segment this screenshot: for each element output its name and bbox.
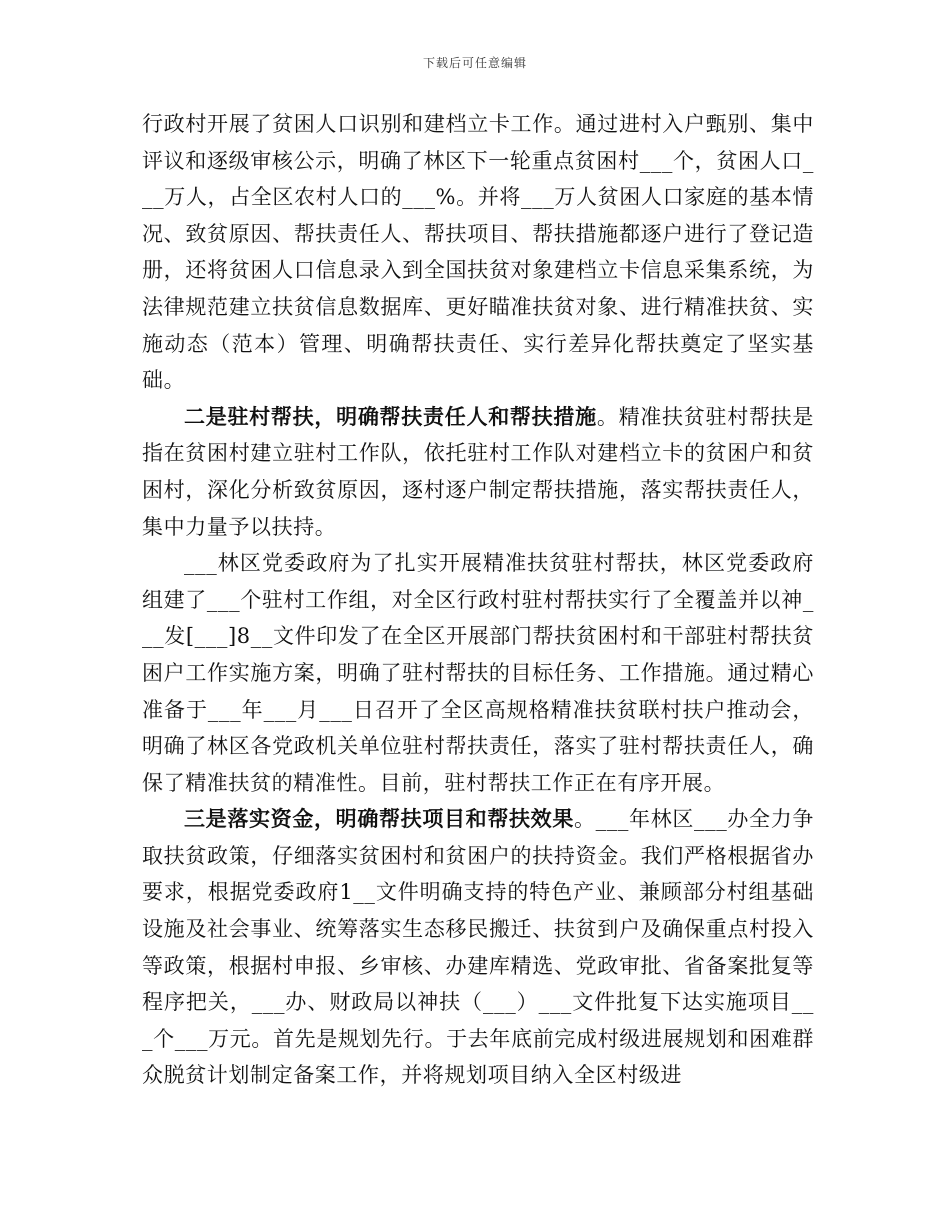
paragraph-1 [142,106,814,399]
paragraph-4-text: 。___年林区___办全力争取扶贫政策，仔细落实贫困村和贫困户的扶持资金。我们严格根据省办要求，根据党委政府1__文件明确支持的特色产业、兼顾部分村组基础设施及社会事业、统筹落实生态移民搬迁、扶贫到户及确保重点村投入等政策，根据村申报、乡审核、办建库精选、党政审批、省备案批复等程序把关，___办、财政局以神扶（___）___文件批复下达实施项目___个___万元。首先是规划先行。于去年底前完成村级进展规划和困难群众脱贫计划制定备案工作，并将规划项目纳入全区村级进 [142,807,814,1088]
paragraph-2-heading: 二是驻村帮扶，明确帮扶责任人和帮扶措施 [184,403,597,429]
paragraph-2-text: 。精准扶贫驻村帮扶是指在贫困村建立驻村工作队，依托驻村工作队对建档立卡的贫困户和贫困村，深化分析致贫原因，逐村逐户制定帮扶措施，落实帮扶责任人，集中力量予以扶持。 [142,404,814,539]
document-body [142,106,814,1094]
paragraph-2 [142,399,814,545]
paragraph-3-text: ___林区党委政府为了扎实开展精准扶贫驻村帮扶，林区党委政府组建了___个驻村工作组，对全区行政村驻村帮扶实行了全覆盖并以神___发[___]8__文件印发了在全区开展部门帮扶贫困村和干部驻村帮扶贫困户工作实施方案，明确了驻村帮扶的目标任务、工作措施。通过精心准备于___年___月___日召开了全区高规格精准扶贫联村扶户推动会，明确了林区各党政机关单位驻村帮扶责任，落实了驻村帮扶责任人，确保了精准扶贫的精准性。目前，驻村帮扶工作正在有序开展。 [142,551,814,795]
paragraph-4-heading: 三是落实资金，明确帮扶项目和帮扶效果 [184,806,574,832]
paragraph-3 [142,545,814,801]
page-header: 下载后可任意编辑 [422,56,527,70]
paragraph-1-text: 行政村开展了贫困人口识别和建档立卡工作。通过进村入户甄别、集中评议和逐级审核公示，明确了林区下一轮重点贫困村___个，贫困人口___万人，占全区农村人口的___%。并将___万人贫困人口家庭的基本情况、致贫原因、帮扶责任人、帮扶项目、帮扶措施都逐户进行了登记造册，还将贫困人口信息录入到全国扶贫对象建档立卡信息采集系统，为法律规范建立扶贫信息数据库、更好瞄准扶贫对象、进行精准扶贫、实施动态（范本）管理、明确帮扶责任、实行差异化帮扶奠定了坚实基础。 [142,112,814,393]
paragraph-4 [142,801,814,1094]
